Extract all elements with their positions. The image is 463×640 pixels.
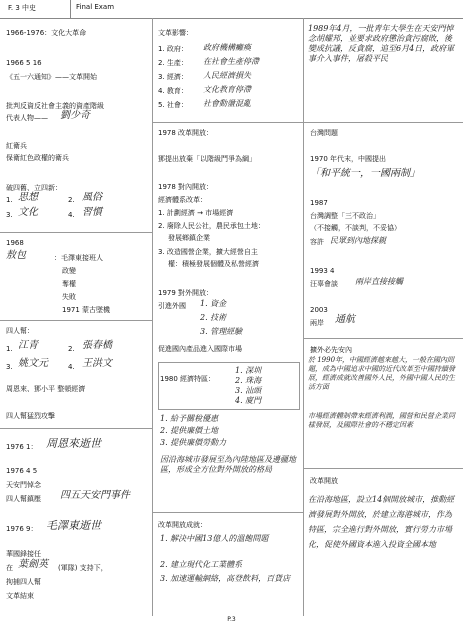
handwritten-lin-biao: 敖包 bbox=[6, 250, 26, 261]
lin-item-2: 政變 bbox=[62, 267, 76, 275]
deng-class-struggle: 鄧提出放棄「以階級鬥爭為綱」 bbox=[158, 155, 256, 163]
date-1976-4: 1976 4 5 bbox=[6, 467, 38, 475]
impact-hw-1: 政府機構癱瘓 bbox=[203, 43, 251, 52]
impact-hw-4: 文化教育停滯 bbox=[203, 85, 251, 94]
column-divider-2 bbox=[303, 18, 304, 616]
hua-support-a: 在 bbox=[6, 564, 13, 572]
internal-3a: 3. 改造國營企業，擴大經營自主 bbox=[158, 248, 258, 256]
four-olds-num-3: 3. bbox=[6, 211, 13, 219]
internal-2b: 發展鄉鎮企業 bbox=[168, 234, 210, 242]
year-1968: 1968 bbox=[6, 239, 24, 247]
unrest-title: 擴外必先安內 bbox=[310, 346, 352, 354]
four-olds-item-2: 風俗 bbox=[82, 192, 102, 203]
internal-1: 1. 計劃經濟 → 市場經濟 bbox=[158, 209, 234, 217]
divider-1968 bbox=[0, 232, 152, 233]
gang-num-2: 2. bbox=[68, 345, 75, 353]
lin-item-5: 1971 蒙古墜機 bbox=[62, 306, 111, 314]
sez-hw-3: 3. 汕頭 bbox=[235, 386, 262, 395]
hua-support-b: (軍隊) 支持下， bbox=[58, 564, 108, 572]
direct-flights-hw: 通航 bbox=[335, 314, 355, 325]
zhou-deng-note: 周恩來、鄧小平 整頓經濟 bbox=[6, 385, 86, 393]
unrest-notes: 於 1990年，中國經濟越來越大，一般在國內問題，成為中國追求中國的近代改革至中國持續發展，經濟成就改善國外人民，外國中國人民的生活方面 bbox=[308, 356, 455, 391]
tiananmen-1989-notes: 1989年4月，一批青年大學生在天安門悼念胡耀邦，並要求政府懲治貪污腐敗，後變成抗議，反貪腐，追至6月4日，政府軍事介入事件，屠殺平民 bbox=[308, 24, 455, 63]
date-1966: 1966 5 16 bbox=[6, 59, 42, 67]
divider-1976 bbox=[0, 428, 152, 429]
gang-suppression: 四人幫鎮壓 bbox=[6, 495, 41, 503]
divider-taiwan bbox=[303, 122, 463, 123]
four-olds-item-1: 思想 bbox=[18, 192, 38, 203]
arrest-gang: 拘捕四人幫 bbox=[6, 578, 41, 586]
result-hw-2: 2. 建立現代化工業體系 bbox=[160, 560, 243, 569]
direct-contact-hw: 兩岸直接接觸 bbox=[355, 277, 403, 286]
gang-member-3: 姚文元 bbox=[18, 358, 48, 369]
revolution-end: 文革結束 bbox=[6, 592, 34, 600]
course-label: F. 3 中史 bbox=[8, 4, 37, 12]
handwritten-mao-death: 毛澤東逝世 bbox=[46, 519, 101, 532]
three-nos-detail: （不接觸，不談判，不妥協） bbox=[310, 224, 401, 232]
unrest-notes-2: 市場經濟體制帶來經濟利潤，國營和民營企業同樣發展，及國際社會的不穩定因素 bbox=[308, 412, 455, 429]
year-2003: 2003 bbox=[310, 306, 328, 314]
impact-hw-3: 人民經濟損失 bbox=[203, 71, 251, 80]
cross-strait-label: 兩岸 bbox=[310, 319, 324, 327]
divider-1978 bbox=[152, 122, 303, 123]
column-divider-1 bbox=[152, 18, 153, 616]
year-1987: 1987 bbox=[310, 199, 328, 207]
date-1993: 1993 4 bbox=[310, 267, 335, 275]
divider-gang bbox=[0, 320, 152, 321]
gang-attack: 四人幫猛烈攻擊 bbox=[6, 412, 55, 420]
page-header bbox=[0, 0, 463, 19]
impact-label-1: 1. 政府： bbox=[158, 45, 188, 53]
wang-koo-talks: 汪辜會談 bbox=[310, 280, 338, 288]
gang-member-1: 江青 bbox=[18, 340, 38, 351]
four-olds-num-4: 4. bbox=[68, 211, 75, 219]
sez-note-3: 3. 提供廉價勞動力 bbox=[160, 438, 227, 447]
sez-expansion: 因沿海城市發展至為內陸地區及邊疆地區，形成全方位對外開放的格局 bbox=[160, 455, 296, 474]
hua-succession: 華國鋒接任 bbox=[6, 550, 41, 558]
date-1976-1: 1976 1： bbox=[6, 443, 38, 451]
handwritten-ye-jianying: 葉劍英 bbox=[18, 559, 48, 570]
four-olds-num-2: 2. bbox=[68, 196, 75, 204]
external-hw-3: 3. 管理經驗 bbox=[200, 327, 243, 336]
external-open-title: 1979 對外開放： bbox=[158, 289, 214, 297]
economic-reform-sub: 經濟體系改革： bbox=[158, 196, 207, 204]
sez-box bbox=[158, 362, 300, 410]
one-country-two-systems: 「和平統一，一國兩制」 bbox=[310, 168, 420, 179]
external-hw-1: 1. 資金 bbox=[200, 299, 227, 308]
gang-member-2: 張春橋 bbox=[82, 340, 112, 351]
impact-label-5: 5. 社會： bbox=[158, 101, 188, 109]
external-hw-2: 2. 技術 bbox=[200, 313, 227, 322]
impact-label-3: 3. 經濟： bbox=[158, 73, 188, 81]
four-olds-title: 破四舊、立四新： bbox=[6, 184, 62, 192]
four-olds-item-3: 文化 bbox=[18, 207, 38, 218]
internal-2a: 2. 廢除人民公社，農民承包土地： bbox=[158, 222, 265, 230]
gang-num-3: 3. bbox=[6, 363, 13, 371]
tiananmen-mourning: 天安門悼念 bbox=[6, 481, 41, 489]
lin-item-3: 奪權 bbox=[62, 280, 76, 288]
lin-item-1: ：毛澤東接班人 bbox=[54, 254, 103, 262]
result-title: 改革開放成就： bbox=[158, 521, 207, 529]
impact-label-2: 2. 生產： bbox=[158, 59, 188, 67]
exam-title: Final Exam bbox=[76, 3, 115, 11]
internal-open-title: 1978 對內開放： bbox=[158, 183, 214, 191]
sez-hw-1: 1. 深圳 bbox=[235, 366, 262, 375]
impact-label-4: 4. 教育： bbox=[158, 87, 188, 95]
handwritten-zhou-death: 周恩來逝世 bbox=[46, 437, 101, 450]
header-divider bbox=[70, 0, 71, 18]
page-number: P.3 bbox=[227, 616, 236, 623]
result-hw-1: 1. 解決中國13億人的溫飽問題 bbox=[160, 534, 269, 543]
divider-result bbox=[152, 512, 303, 513]
sez-note-2: 2. 提供廉價土地 bbox=[160, 426, 219, 435]
gang-member-4: 王洪文 bbox=[82, 358, 112, 369]
sez-title: 1980 經濟特區： bbox=[160, 375, 216, 383]
impact-hw-2: 在社會生產停滯 bbox=[203, 57, 259, 66]
handwritten-liu-shaoqi: 劉少奇 bbox=[60, 110, 90, 121]
result-hw-3: 3. 加速運輸網絡，高登飲料，百貨店 bbox=[160, 574, 291, 583]
four-olds-item-4: 習慣 bbox=[82, 207, 102, 218]
lin-item-4: 失敗 bbox=[62, 293, 76, 301]
divider-unrest bbox=[303, 338, 463, 339]
allow-label: 容許 bbox=[310, 238, 324, 246]
representative-label: 代表人物—— bbox=[6, 114, 48, 122]
gang-num-1: 1. bbox=[6, 345, 13, 353]
reform-title: 改革開放 bbox=[310, 477, 338, 485]
reform-notes: 在沿海地區，設立14個開放城市，推動經濟發展對外開放，於建立海港城市，作為特區，宗全進行對外開放，實行勞力市場化，促使外國資本進入投資全國本地 bbox=[308, 495, 455, 549]
divider-reform bbox=[303, 468, 463, 469]
internal-3b: 權：積極發展個體及私營經濟 bbox=[168, 260, 259, 268]
section-cultural-revolution-title: 1966-1976：文化大革命 bbox=[6, 29, 87, 37]
sez-note-1: 1. 給予關稅優惠 bbox=[160, 414, 219, 423]
taiwan-1970s: 1970 年代末，中國提出 bbox=[310, 155, 387, 163]
allow-visits-hw: 民眾到內地探親 bbox=[330, 236, 386, 245]
impact-hw-5: 社會動盪混亂 bbox=[203, 99, 251, 108]
date-1976-9: 1976 9： bbox=[6, 525, 38, 533]
sez-hw-4: 4. 廈門 bbox=[235, 396, 262, 405]
four-olds-num-1: 1. bbox=[6, 196, 13, 204]
promote-products: 促進國內產品進入國際市場 bbox=[158, 345, 242, 353]
gang-num-4: 4. bbox=[68, 363, 75, 371]
impact-title: 文革影響： bbox=[158, 29, 193, 37]
criticism-text: 批判反資反社會主義的資產階級 bbox=[6, 102, 104, 110]
notice-516: 《五一六通知》——文革開始 bbox=[6, 73, 97, 81]
import-foreign: 引進外國 bbox=[158, 302, 186, 310]
reform-1978-title: 1978 改革開放： bbox=[158, 129, 214, 137]
handwritten-april-fifth: 四五天安門事件 bbox=[60, 490, 130, 501]
taiwan-title: 台灣問題 bbox=[310, 129, 338, 137]
red-guard-desc: 保衛紅色政權的衛兵 bbox=[6, 154, 69, 162]
gang-of-four-title: 四人幫： bbox=[6, 327, 34, 335]
three-nos: 台灣調整「三不政治」 bbox=[310, 212, 380, 220]
sez-hw-2: 2. 珠海 bbox=[235, 376, 262, 385]
red-guard-title: 紅衛兵 bbox=[6, 142, 27, 150]
